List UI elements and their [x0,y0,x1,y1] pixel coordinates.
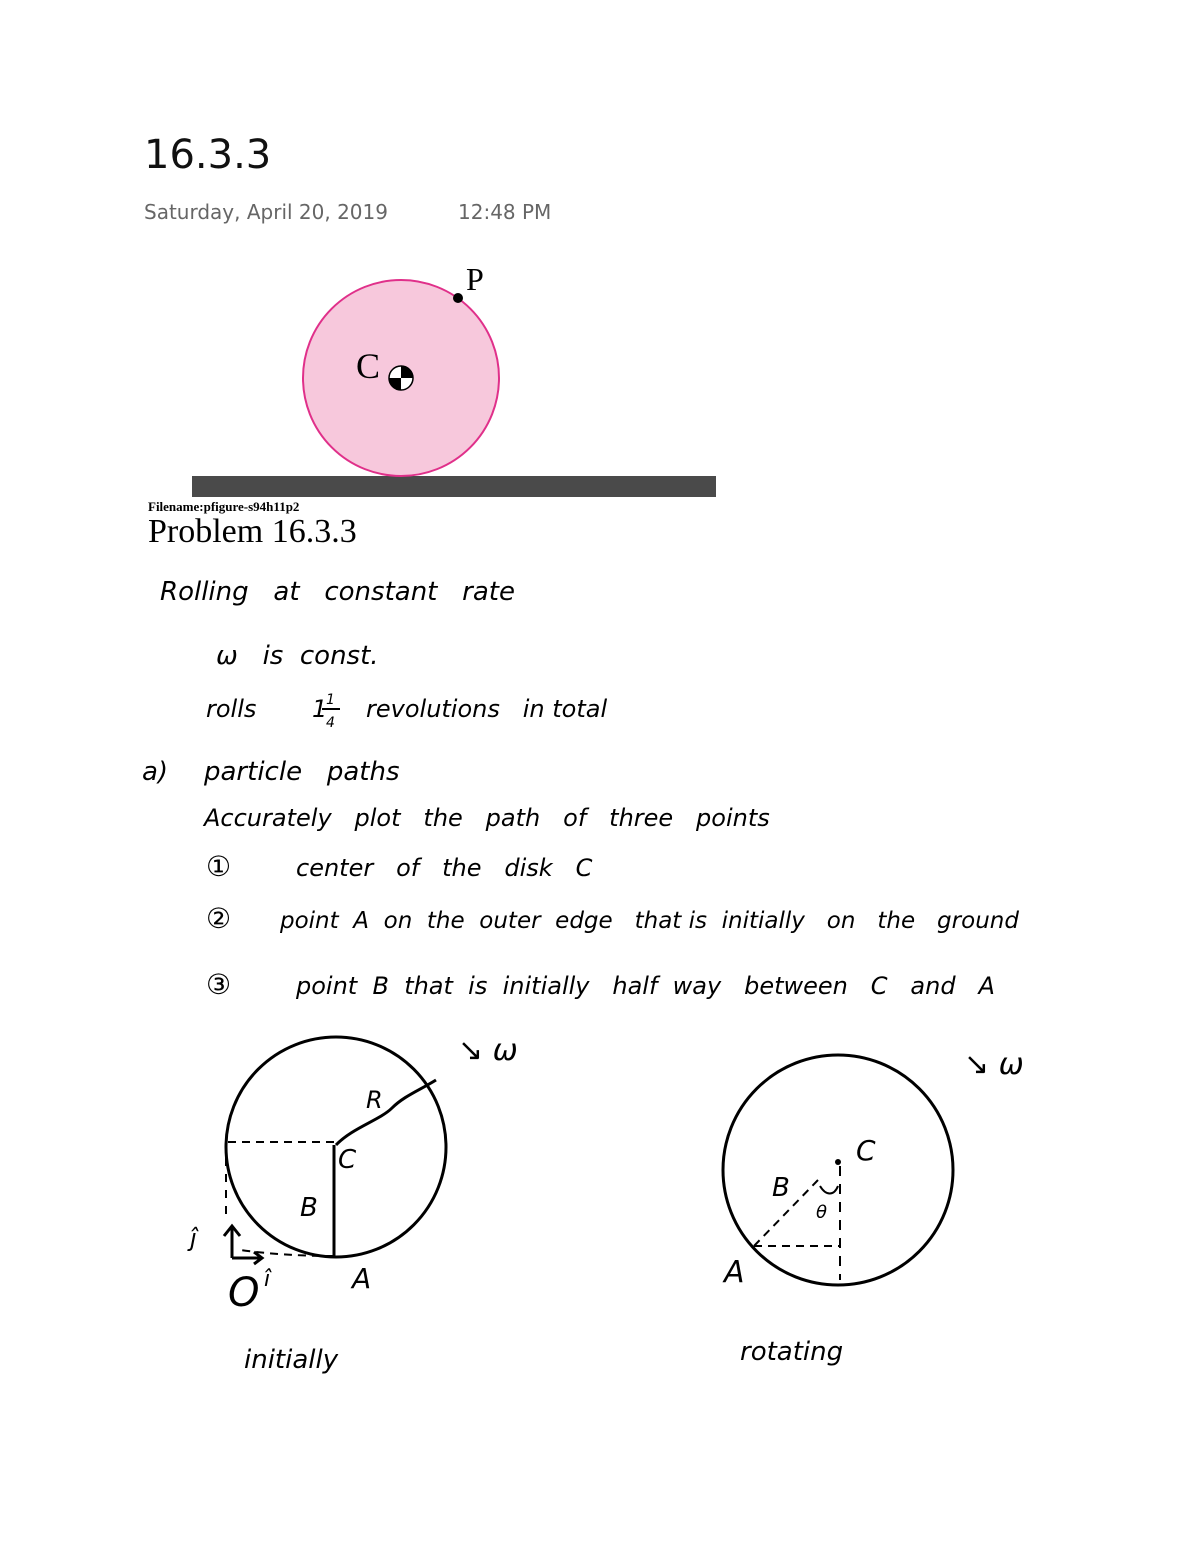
initial-caption: initially [244,1345,339,1375]
note-fraction-numerator: 1 [326,692,335,708]
item-3-number: ③ [206,968,232,1001]
handwritten-notes [142,577,1019,1001]
unit-j-label: ĵ [190,1224,197,1252]
part-a-title: particle paths [204,757,400,787]
note-rolling-rate: Rolling at constant rate [160,577,515,607]
rotating-caption: rotating [740,1337,844,1367]
initial-disk-outline [226,1037,446,1257]
unit-i-label: î [264,1267,271,1292]
page-time: 12:48 PM [458,200,552,224]
part-a-label: a) [142,757,169,787]
sketch-rotating-labels [722,1047,1024,1367]
initial-r-label: R [366,1086,383,1114]
rotating-a-label: A [724,1255,745,1290]
rotating-center-dot [835,1159,841,1165]
note-revolutions: revolutions in total [366,695,608,723]
note-fraction-whole: 1 [312,695,328,723]
problem-figure [148,261,716,550]
ground-bar [192,476,716,497]
rotating-omega-label: ↘ ω [964,1047,1024,1082]
center-of-mass-icon [389,366,413,390]
rotating-c-label: C [856,1134,876,1167]
problem-title: Problem 16.3.3 [148,513,357,550]
part-a-instruction: Accurately plot the path of three points [204,804,770,832]
initial-b-label: B [300,1193,318,1223]
i-axis-arrow-icon [232,1252,262,1264]
page-date: Saturday, April 20, 2019 [144,200,388,224]
sketch-initially-labels [187,1033,518,1375]
item-1-text: center of the disk C [296,854,593,882]
origin-o-label: O [228,1270,260,1316]
point-p-marker [453,293,463,303]
theta-arc [820,1186,838,1194]
rotating-b-label: B [772,1173,790,1203]
rotating-disk-outline [723,1055,953,1285]
note-fraction-denominator: 4 [326,715,335,731]
j-axis-arrow-icon [224,1226,240,1258]
point-p-label: P [466,261,484,297]
item-3-text: point B that is initially half way between C and A [296,972,995,1000]
sketch-initially [224,1037,446,1264]
figure-filename: Filename:pfigure-s94h11p2 [148,499,300,514]
item-2-number: ② [206,902,232,935]
note-rolls: rolls [206,695,257,723]
initial-radius-line [336,1080,436,1145]
page-title: 16.3.3 [144,132,272,178]
item-2-text: point A on the outer edge that is initially on the ground [280,908,1019,934]
sketch-rotating [723,1055,953,1285]
initial-c-label: C [338,1145,357,1175]
rotating-theta-label: θ [816,1202,828,1223]
item-1-number: ① [206,850,232,883]
initial-a-label: A [352,1262,372,1295]
center-label: C [356,346,381,386]
note-omega-const: ω is const. [216,641,379,671]
initial-omega-label: ↘ ω [458,1033,518,1068]
